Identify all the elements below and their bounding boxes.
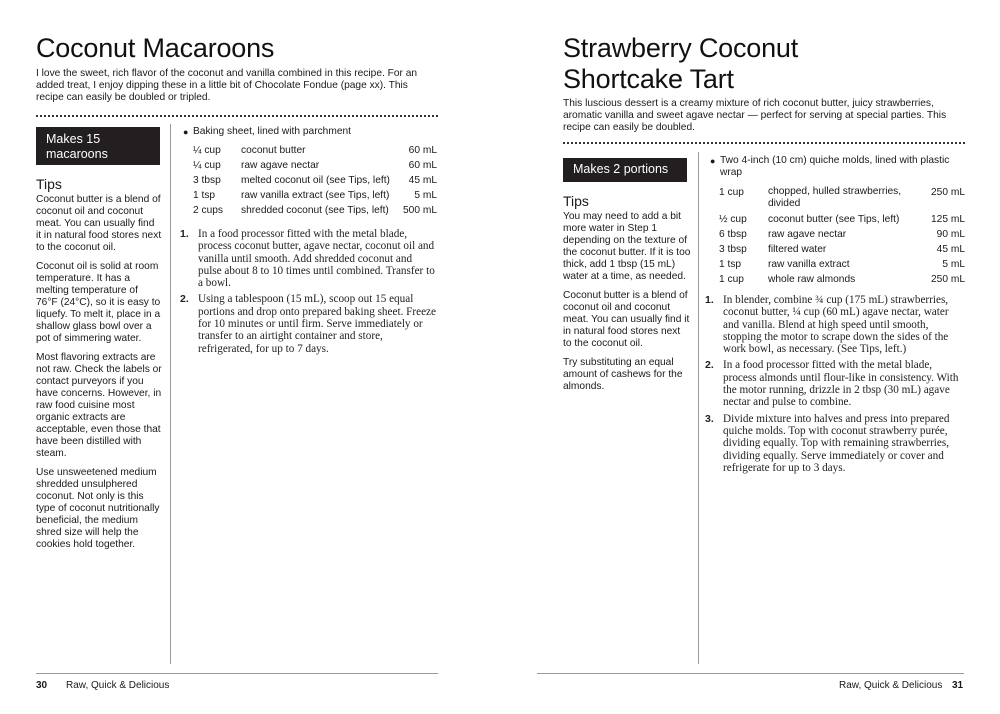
ingredient-qty: 1 cup bbox=[719, 274, 744, 285]
method-step bbox=[705, 294, 965, 355]
method-step bbox=[705, 359, 965, 408]
page-number: 31 bbox=[952, 680, 964, 691]
ingredient-qty: 3 tbsp bbox=[193, 175, 221, 186]
recipe-title-line-1: Strawberry Coconut bbox=[563, 33, 798, 63]
method-steps bbox=[180, 228, 438, 359]
ingredient-name: coconut butter (see Tips, left) bbox=[768, 214, 900, 225]
ingredient-metric: 60 mL bbox=[408, 145, 437, 156]
yield-box bbox=[563, 158, 687, 182]
method-steps bbox=[705, 294, 965, 478]
footer-rule bbox=[537, 673, 964, 674]
recipe-title bbox=[563, 33, 798, 95]
ingredient-metric: 125 mL bbox=[931, 214, 965, 225]
step-text: In a food processor fitted with the metal blade, process almonds until flour-like in consistency. With the motor running, drizzle in 2 tbsp (30 mL) agave nectar and pulse to combine. bbox=[723, 359, 959, 409]
ingredient-name: raw vanilla extract bbox=[768, 259, 850, 270]
ingredient-row bbox=[719, 186, 965, 212]
ingredient-qty: 2 cups bbox=[193, 205, 224, 216]
running-title: Raw, Quick & Delicious bbox=[66, 680, 170, 691]
recipe-title: Coconut Macaroons bbox=[36, 33, 275, 63]
tip: Coconut butter is a blend of coconut oil and coconut meat. You can usually find it in natural food stores next to the coconut oil. bbox=[563, 290, 690, 349]
ingredient-row bbox=[193, 189, 437, 203]
step-number: 3. bbox=[705, 412, 714, 425]
bullet-icon: ● bbox=[183, 127, 189, 137]
method-step bbox=[705, 413, 965, 474]
method-step bbox=[180, 293, 438, 354]
ingredient-metric: 5 mL bbox=[414, 190, 437, 201]
recipe-intro: I love the sweet, rich flavor of the coconut and vanilla combined in this recipe. For an added treat, I enjoy dipping these in a little bit of Chocolate Fondue (page xx). This recipe can easily be doubled or tripled. bbox=[36, 68, 418, 103]
ingredient-qty: 1 tsp bbox=[193, 190, 216, 201]
ingredient-name: coconut butter bbox=[241, 145, 306, 156]
page-number: 30 bbox=[36, 680, 48, 691]
ingredient-qty: 6 tbsp bbox=[719, 229, 747, 240]
step-number: 2. bbox=[705, 359, 714, 372]
tip: Most flavoring extracts are not raw. Check the labels or contact purveyors if you have concerns. However, in raw food cuisine most organic extracts are acceptable, even those that have been distilled with steam. bbox=[36, 352, 162, 459]
ingredient-name: raw agave nectar bbox=[768, 229, 847, 240]
recipe-title-line-2: Shortcake Tart bbox=[563, 64, 734, 94]
ingredient-qty: ¼ cup bbox=[193, 160, 221, 171]
equipment-text: Two 4-inch (10 cm) quiche molds, lined with plastic wrap bbox=[720, 155, 950, 178]
ingredient-row bbox=[193, 159, 437, 173]
yield-line-1: Makes 15 bbox=[46, 132, 101, 146]
ingredient-name: filtered water bbox=[768, 244, 827, 255]
ingredient-qty: 1 tsp bbox=[719, 259, 742, 270]
equipment bbox=[183, 126, 441, 138]
step-text: Using a tablespoon (15 mL), scoop out 15 equal portions and drop onto prepared baking sheet. Freeze for 10 minutes or until firm. Serve immediately or transfer to an airtight container and store, refrigerated, for up to 7 days. bbox=[198, 293, 436, 355]
ingredient-metric: 45 mL bbox=[408, 175, 437, 186]
ingredient-row bbox=[193, 174, 437, 188]
dotted-divider bbox=[563, 142, 965, 144]
ingredient-name: whole raw almonds bbox=[768, 274, 856, 285]
ingredient-name: melted coconut oil (see Tips, left) bbox=[241, 175, 390, 186]
ingredient-row bbox=[719, 213, 965, 227]
ingredient-name: raw agave nectar bbox=[241, 160, 320, 171]
tips-heading: Tips bbox=[36, 176, 62, 192]
column-rule bbox=[170, 124, 171, 664]
dotted-divider bbox=[36, 115, 438, 117]
tip: Coconut oil is solid at room temperature. It has a melting temperature of 76°F (24°C), so it is easy to liquefy. To melt it, place in a shallow glass bowl over a pot of simmering water. bbox=[36, 261, 161, 344]
tip: Use unsweetened medium shredded unsulphered coconut. Not only is this type of coconut nutritionally beneficial, the medium shred size will help the cookies hold together. bbox=[36, 467, 160, 550]
ingredient-qty: 3 tbsp bbox=[719, 244, 747, 255]
tip: Coconut butter is a blend of coconut oil and coconut meat. You can usually find it in natural food stores next to the coconut oil. bbox=[36, 194, 162, 253]
ingredient-name: raw vanilla extract (see Tips, left) bbox=[241, 190, 390, 201]
ingredient-row bbox=[719, 258, 965, 272]
equipment-text: Baking sheet, lined with parchment bbox=[193, 126, 351, 137]
step-number: 2. bbox=[180, 293, 189, 306]
ingredient-metric: 60 mL bbox=[408, 160, 437, 171]
tips-list bbox=[36, 194, 162, 558]
ingredient-name: chopped, hulled strawberries, divided bbox=[768, 186, 902, 209]
ingredient-qty: ½ cup bbox=[719, 214, 747, 225]
equipment bbox=[710, 155, 966, 179]
step-number: 1. bbox=[705, 294, 714, 306]
ingredient-metric: 5 mL bbox=[942, 259, 965, 270]
ingredient-row bbox=[719, 228, 965, 242]
running-title: Raw, Quick & Delicious bbox=[839, 680, 943, 691]
bullet-icon: ● bbox=[710, 156, 716, 166]
ingredient-list bbox=[193, 144, 437, 219]
column-rule bbox=[698, 152, 699, 664]
ingredient-name: shredded coconut (see Tips, left) bbox=[241, 205, 389, 216]
tip: Try substituting an equal amount of cashews for the almonds. bbox=[563, 357, 683, 392]
recipe-intro: This luscious dessert is a creamy mixture of rich coconut butter, juicy strawberries, aromatic vanilla and sweet agave nectar — perfect for serving at special parties. This recipe can easily be doubled. bbox=[563, 98, 947, 133]
ingredient-metric: 90 mL bbox=[936, 229, 965, 240]
yield-text: Makes 2 portions bbox=[573, 162, 669, 176]
ingredient-row bbox=[719, 273, 965, 287]
ingredient-metric: 500 mL bbox=[403, 205, 437, 216]
right-page bbox=[500, 0, 1000, 714]
footer-rule bbox=[36, 673, 438, 674]
yield-line-2: macaroons bbox=[46, 147, 108, 161]
method-step bbox=[180, 228, 438, 289]
ingredient-row bbox=[193, 204, 437, 218]
ingredient-qty: ¼ cup bbox=[193, 145, 221, 156]
tip: You may need to add a bit more water in Step 1 depending on the texture of the coconut butter. If it is too thick, add 1 tbsp (15 mL) water at a time, as needed. bbox=[563, 211, 691, 282]
ingredient-list bbox=[719, 186, 965, 288]
ingredient-row bbox=[719, 243, 965, 257]
ingredient-metric: 250 mL bbox=[931, 187, 965, 198]
step-number: 1. bbox=[180, 228, 189, 240]
step-text: In blender, combine ¾ cup (175 mL) strawberries, coconut butter, ¼ cup (60 mL) agave nectar, water and vanilla. Blend at high speed until smooth, stopping the motor to scrape down the sides of the work bowl, as necessary. (See Tips, left.) bbox=[723, 294, 949, 356]
ingredient-metric: 45 mL bbox=[936, 244, 965, 255]
ingredient-qty: 1 cup bbox=[719, 187, 744, 198]
tips-list bbox=[563, 211, 691, 400]
ingredient-metric: 250 mL bbox=[931, 274, 965, 285]
step-text: In a food processor fitted with the metal blade, process coconut butter, agave nectar, coconut oil and vanilla until smooth. Add shredded coconut and pulse about 8 to 10 times until combined. Transfer to a bowl. bbox=[198, 228, 435, 290]
yield-box bbox=[36, 127, 160, 165]
ingredient-row bbox=[193, 144, 437, 158]
tips-heading: Tips bbox=[563, 193, 589, 209]
step-text: Divide mixture into halves and press into prepared quiche molds. Top with coconut strawberry purée, dividing equally. Top with remaining strawberries, dividing equally. Serve immediately or cover and refrigerate for up to 3 days. bbox=[723, 412, 950, 474]
